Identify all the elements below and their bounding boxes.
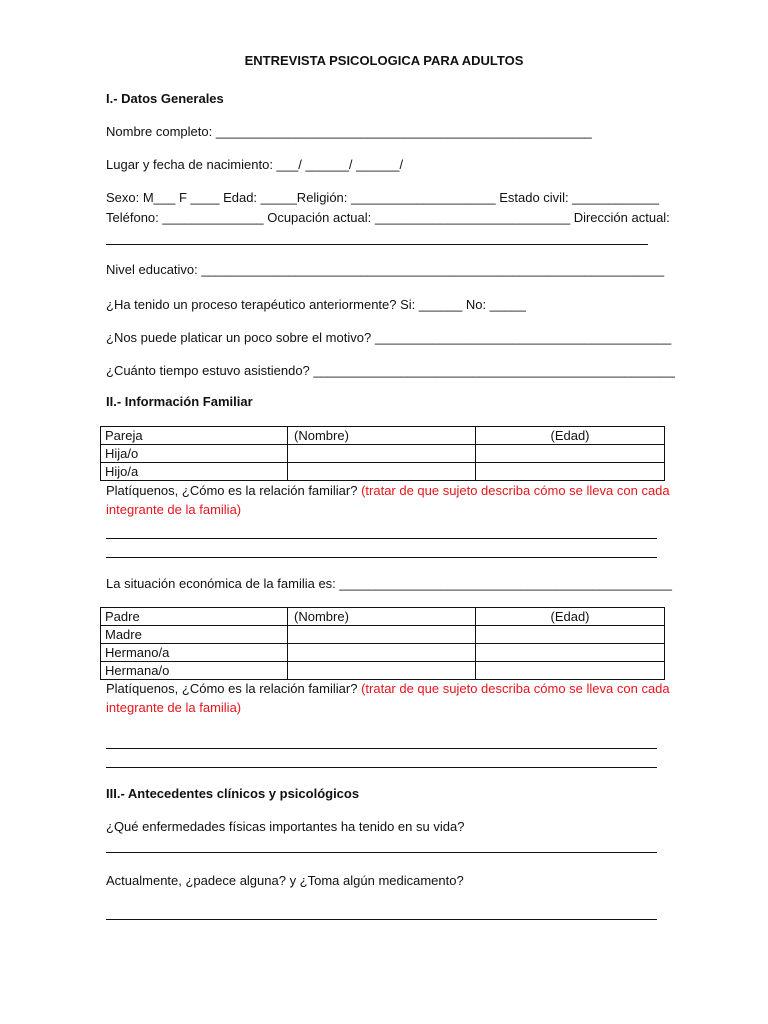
relation-cell: Hija/o	[101, 445, 288, 463]
name-cell	[288, 463, 476, 481]
name-header-cell: (Nombre)	[288, 427, 476, 445]
relation-cell: Hijo/a	[101, 463, 288, 481]
answer-blank-line	[106, 919, 657, 920]
document-title: ENTREVISTA PSICOLOGICA PARA ADULTOS	[244, 53, 524, 68]
nivel-educativo-field: Nivel educativo: ________________________________________________________________	[106, 262, 665, 277]
relacion-familiar-hint: (tratar de que sujeto describa cómo se lleva con cada	[361, 681, 670, 696]
family-table-padres-hermanos	[100, 607, 665, 680]
relacion-familiar-text: Platíquenos, ¿Cómo es la relación familiar?	[106, 681, 358, 696]
age-cell	[476, 644, 665, 662]
age-header-cell: (Edad)	[476, 608, 665, 626]
family-table-pareja-hijos	[100, 426, 665, 481]
medicamento-question: Actualmente, ¿padece alguna? y ¿Toma algún medicamento?	[106, 873, 464, 888]
relacion-familiar-hint-continued: integrante de la familia)	[106, 502, 242, 517]
name-cell	[288, 626, 476, 644]
table-row	[101, 463, 665, 481]
answer-blank-line	[106, 748, 657, 749]
enfermedades-question: ¿Qué enfermedades físicas importantes ha tenido en su vida?	[106, 819, 465, 834]
relation-cell: Pareja	[101, 427, 288, 445]
direccion-blank-line	[106, 244, 648, 245]
name-cell	[288, 445, 476, 463]
age-header-cell: (Edad)	[476, 427, 665, 445]
table-row	[101, 445, 665, 463]
name-cell	[288, 662, 476, 680]
situacion-economica-field: La situación económica de la familia es: ______________________________________________	[106, 576, 672, 591]
table-row	[101, 427, 665, 445]
table-row	[101, 662, 665, 680]
relacion-familiar-text: Platíquenos, ¿Cómo es la relación familiar?	[106, 483, 358, 498]
table-row	[101, 644, 665, 662]
lugar-fecha-nacimiento-field: Lugar y fecha de nacimiento: ___/ ______/ ______/	[106, 157, 404, 172]
nombre-completo-field: Nombre completo: ____________________________________________________	[106, 124, 592, 139]
table-row	[101, 608, 665, 626]
relacion-familiar-hint-continued: integrante de la familia)	[106, 700, 242, 715]
answer-blank-line	[106, 538, 657, 539]
name-header-cell: (Nombre)	[288, 608, 476, 626]
age-cell	[476, 626, 665, 644]
section-datos-generales-heading: I.- Datos Generales	[106, 91, 224, 106]
age-cell	[476, 463, 665, 481]
telefono-ocupacion-field: Teléfono: ______________ Ocupación actual: ___________________________ Dirección actual:	[106, 210, 670, 225]
age-cell	[476, 662, 665, 680]
answer-blank-line	[106, 557, 657, 558]
motivo-question: ¿Nos puede platicar un poco sobre el motivo? _________________________________________	[106, 330, 672, 345]
relacion-familiar-hint: (tratar de que sujeto describa cómo se lleva con cada	[361, 483, 670, 498]
relation-cell: Padre	[101, 608, 288, 626]
tiempo-asistiendo-question: ¿Cuánto tiempo estuvo asistiendo? __________________________________________________	[106, 363, 675, 378]
proceso-terapeutico-question: ¿Ha tenido un proceso terapéutico anteriormente? Si: ______ No: _____	[106, 297, 526, 312]
table-row	[101, 626, 665, 644]
answer-blank-line	[106, 852, 657, 853]
name-cell	[288, 644, 476, 662]
relacion-familiar-question-2	[106, 681, 670, 697]
section-informacion-familiar-heading: II.- Información Familiar	[106, 394, 253, 409]
age-cell	[476, 445, 665, 463]
answer-blank-line	[106, 767, 657, 768]
relation-cell: Madre	[101, 626, 288, 644]
relation-cell: Hermano/a	[101, 644, 288, 662]
section-antecedentes-heading: III.- Antecedentes clínicos y psicológicos	[106, 786, 360, 801]
sexo-edad-religion-field: Sexo: M___ F ____ Edad: _____Religión: ____________________ Estado civil: ____________	[106, 190, 659, 205]
relation-cell: Hermana/o	[101, 662, 288, 680]
relacion-familiar-question-1	[106, 483, 670, 499]
